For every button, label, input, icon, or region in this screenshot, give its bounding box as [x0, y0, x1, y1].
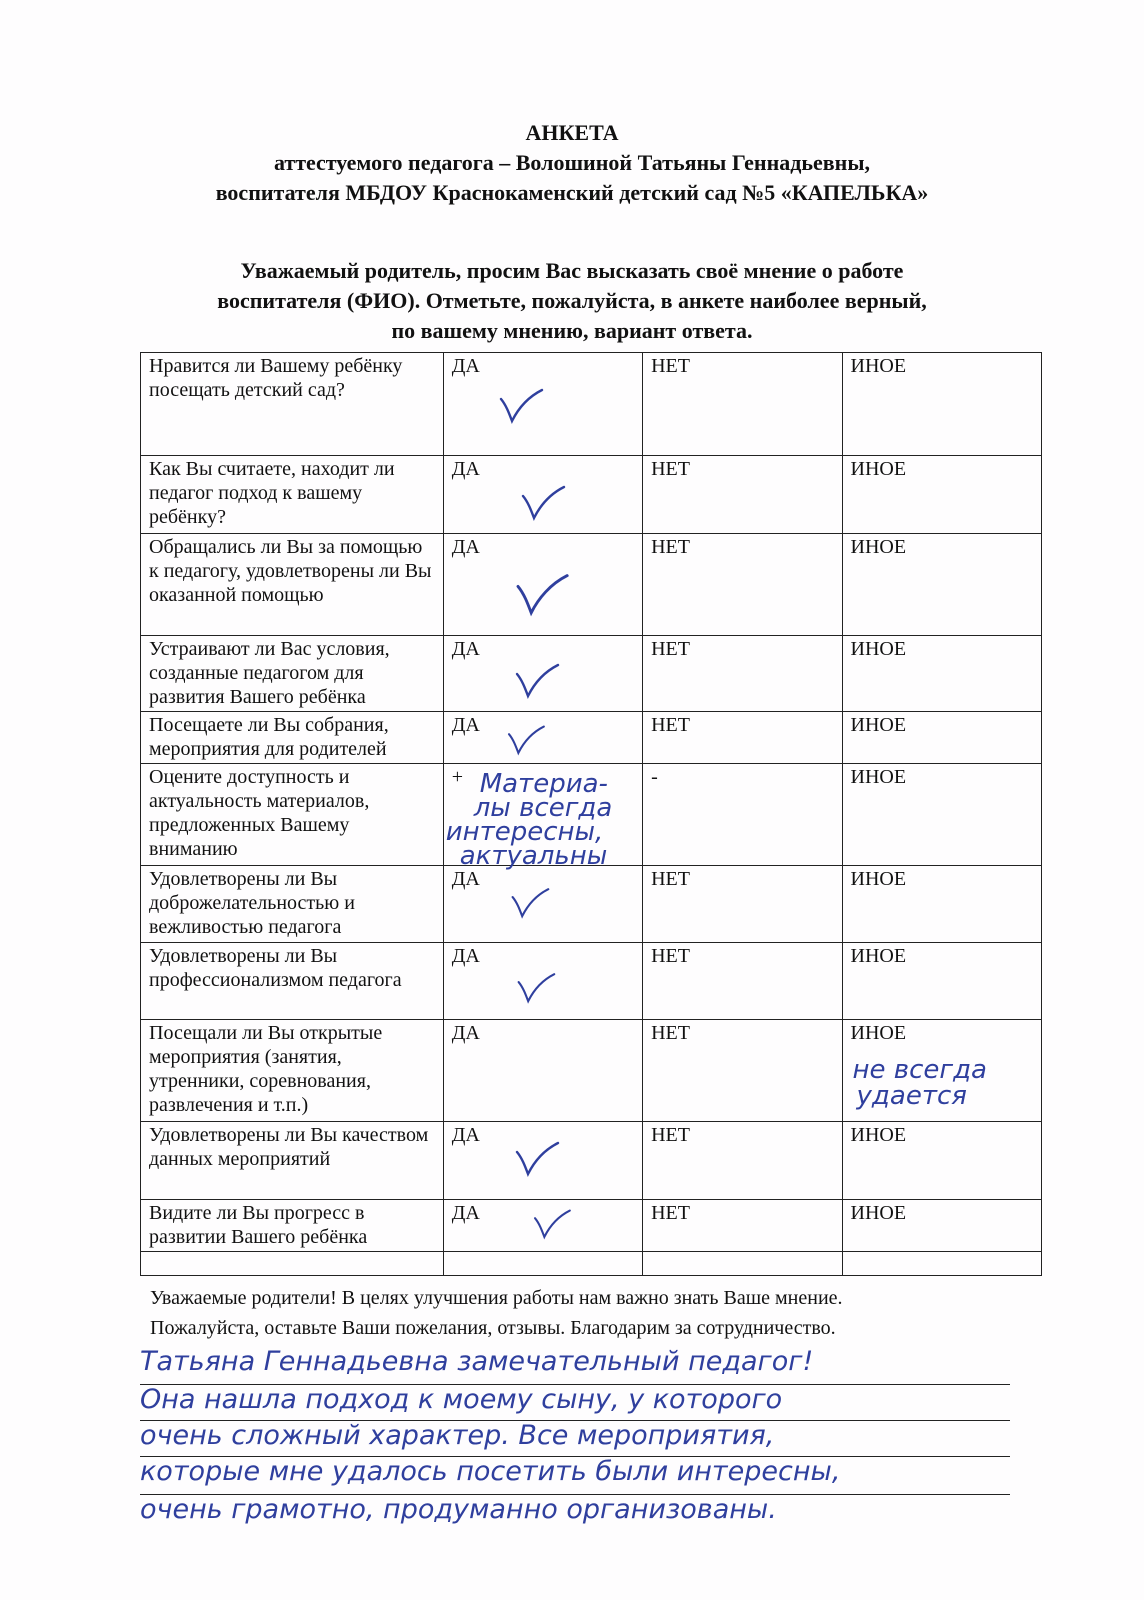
- answer-other-cell[interactable]: ИНОЕ: [842, 353, 1041, 456]
- answer-yes-cell[interactable]: [443, 456, 642, 534]
- answer-yes-cell[interactable]: [443, 764, 642, 871]
- answer-yes-cell[interactable]: [443, 1200, 642, 1252]
- document-subtitle-line-1: аттестуемого педагога – Волошиной Татьяны Геннадьевны,: [273, 150, 871, 175]
- survey-row: [141, 534, 1042, 636]
- handwritten-comment-line-2: Она нашла подход к моему сыну, у которого: [140, 1384, 783, 1415]
- question-cell: Как Вы считаете, находит ли педагог подход к вашему ребёнку?: [141, 456, 444, 534]
- answer-yes-label: ДА: [451, 1202, 480, 1224]
- answer-other-cell[interactable]: ИНОЕ: [842, 943, 1041, 1020]
- handwritten-comment-line-5: очень грамотно, продуманно организованы.: [140, 1494, 777, 1525]
- answer-yes-label: ДА: [451, 714, 480, 736]
- answer-other-cell[interactable]: ИНОЕ: [842, 456, 1041, 534]
- survey-row: [141, 943, 1042, 1020]
- survey-row: [141, 636, 1042, 712]
- check-mark-icon: [510, 886, 550, 922]
- answer-no-cell[interactable]: НЕТ: [643, 943, 842, 1020]
- check-mark-icon: [514, 1140, 560, 1180]
- survey-row: [141, 1020, 1042, 1122]
- answer-no-cell[interactable]: НЕТ: [643, 456, 842, 534]
- answer-yes-cell[interactable]: [443, 712, 642, 764]
- handwritten-materials-line-2: лы всегда: [473, 793, 613, 823]
- question-cell: Удовлетворены ли Вы качеством данных мероприятий: [141, 1122, 444, 1200]
- answer-no-cell[interactable]: НЕТ: [643, 1020, 842, 1122]
- handwritten-other-line-1: не всегда: [852, 1055, 987, 1085]
- answer-yes-label: ДА: [451, 355, 480, 377]
- answer-other-cell[interactable]: ИНОЕ: [842, 1122, 1041, 1200]
- footer-line-1: Уважаемые родители! В целях улучшения работы нам важно знать Ваше мнение.: [150, 1287, 843, 1309]
- footer-line-2: Пожалуйста, оставьте Ваши пожелания, отзывы. Благодарим за сотрудничество.: [150, 1317, 836, 1339]
- answer-other-cell[interactable]: ИНОЕ: [842, 636, 1041, 712]
- answer-yes-cell[interactable]: [443, 636, 642, 712]
- intro-line-3: по вашему мнению, вариант ответа.: [391, 318, 753, 343]
- document-subtitle-line-2: воспитателя МБДОУ Краснокаменский детский сад №5 «КАПЕЛЬКА»: [215, 180, 929, 205]
- answer-yes-cell[interactable]: ДА: [443, 1020, 642, 1122]
- answer-yes-cell[interactable]: [443, 943, 642, 1020]
- check-mark-icon: [512, 572, 572, 620]
- answer-yes-cell[interactable]: [443, 534, 642, 636]
- answer-yes-label: ДА: [451, 458, 480, 480]
- question-cell: Посещали ли Вы открытые мероприятия (занятия, утренники, соревнования, развлечения и т.п.): [141, 1020, 444, 1122]
- question-cell: Оцените доступность и актуальность материалов, предложенных Вашему вниманию: [141, 764, 444, 866]
- answer-yes-label: ДА: [451, 945, 480, 967]
- answer-other-cell[interactable]: [842, 1020, 1041, 1122]
- answer-other-cell[interactable]: ИНОЕ: [842, 866, 1041, 943]
- question-cell: Устраивают ли Вас условия, созданные педагогом для развития Вашего ребёнка: [141, 636, 444, 712]
- answer-no-cell[interactable]: НЕТ: [643, 1122, 842, 1200]
- survey-row-empty: [141, 1252, 1042, 1276]
- handwritten-materials-line-1: Материа-: [479, 769, 608, 799]
- answer-no-cell[interactable]: НЕТ: [643, 1200, 842, 1252]
- intro-line-2: воспитателя (ФИО). Отметьте, пожалуйста, в анкете наиболее верный,: [217, 288, 927, 313]
- document-title: АНКЕТА: [525, 120, 619, 145]
- question-cell: Удовлетворены ли Вы доброжелательностью и вежливостью педагога: [141, 866, 444, 943]
- handwritten-other-line-2: удается: [856, 1081, 967, 1111]
- answer-no-cell[interactable]: НЕТ: [643, 534, 842, 636]
- survey-row: [141, 456, 1042, 534]
- answer-other-cell[interactable]: ИНОЕ: [842, 712, 1041, 764]
- survey-row: [141, 1200, 1042, 1252]
- survey-row: [141, 1122, 1042, 1200]
- empty-cell: [141, 1252, 444, 1276]
- check-mark-icon: [516, 971, 556, 1007]
- answer-no-cell[interactable]: НЕТ: [643, 636, 842, 712]
- question-cell: Посещаете ли Вы собрания, мероприятия для родителей: [141, 712, 444, 764]
- survey-row: [141, 712, 1042, 764]
- answer-minus-cell[interactable]: -: [643, 764, 842, 866]
- answer-other-cell[interactable]: ИНОЕ: [842, 1200, 1041, 1252]
- question-cell: Нравится ли Вашему ребёнку посещать детский сад?: [141, 353, 444, 456]
- intro-line-1: Уважаемый родитель, просим Вас высказать своё мнение о работе: [240, 258, 904, 283]
- answer-yes-cell[interactable]: [443, 353, 642, 456]
- check-mark-icon: [506, 724, 546, 758]
- answer-no-cell[interactable]: НЕТ: [643, 866, 842, 943]
- answer-yes-label: ДА: [451, 868, 480, 890]
- answer-yes-label: ДА: [451, 536, 480, 558]
- handwritten-materials-line-4: актуальны: [459, 841, 608, 871]
- empty-cell: [443, 1252, 642, 1276]
- question-cell: Обращались ли Вы за помощью к педагогу, удовлетворены ли Вы оказанной помощью: [141, 534, 444, 636]
- answer-yes-cell[interactable]: [443, 1122, 642, 1200]
- check-mark-icon: [498, 387, 544, 427]
- answer-plus-label: +: [451, 766, 463, 788]
- answer-other-label: ИНОЕ: [850, 1022, 907, 1044]
- answer-other-cell[interactable]: ИНОЕ: [842, 764, 1041, 866]
- answer-yes-label: ДА: [451, 638, 480, 660]
- survey-row: [141, 866, 1042, 943]
- handwritten-materials-line-3: интересны,: [445, 817, 604, 847]
- empty-cell: [643, 1252, 842, 1276]
- answer-other-cell[interactable]: ИНОЕ: [842, 534, 1041, 636]
- handwritten-comment-line-3: очень сложный характер. Все мероприятия,: [140, 1420, 775, 1451]
- question-cell: Удовлетворены ли Вы профессионализмом педагога: [141, 943, 444, 1020]
- check-mark-icon: [514, 662, 560, 702]
- check-mark-icon: [520, 484, 566, 524]
- survey-row: [141, 353, 1042, 456]
- question-cell: Видите ли Вы прогресс в развитии Вашего ребёнка: [141, 1200, 444, 1252]
- handwritten-comment-line-1: Татьяна Геннадьевна замечательный педагог!: [140, 1346, 814, 1377]
- check-mark-icon: [532, 1208, 572, 1242]
- survey-row: [141, 764, 1042, 866]
- survey-table: [140, 352, 1042, 1276]
- handwritten-comment-line-4: которые мне удалось посетить были интересны,: [140, 1456, 841, 1487]
- answer-no-cell[interactable]: НЕТ: [643, 712, 842, 764]
- answer-no-cell[interactable]: НЕТ: [643, 353, 842, 456]
- empty-cell: [842, 1252, 1041, 1276]
- answer-yes-cell[interactable]: [443, 866, 642, 943]
- answer-yes-label: ДА: [451, 1124, 480, 1146]
